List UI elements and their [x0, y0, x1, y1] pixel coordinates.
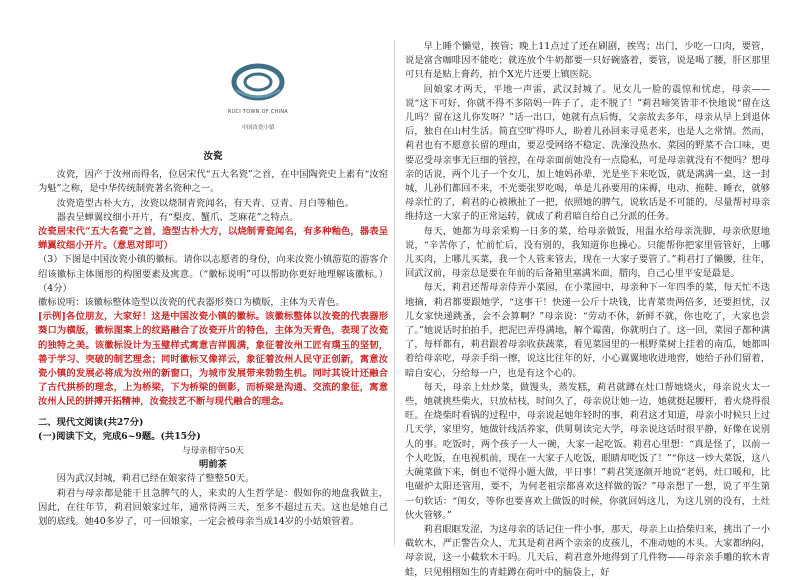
question-3: （3）下图是中国汝瓷小镇的徽标。请你以志愿者的身份，向来汝瓷小镇游览的游客介绍该徽标主体图形的构图要素及寓意。（“徽标说明”可以帮助你更好地理解该徽标。）（4分） [38, 254, 388, 294]
left-column [38, 40, 388, 529]
ruci-town-logo [198, 60, 318, 142]
ru-paragraph-1: 汝瓷，因产于汝州而得名，位居宋代“五大名瓷”之首，在中国陶瓷史上素有“汝窑为魁”之称，是中华传统制瓷著名瓷种之一。 [38, 169, 388, 195]
article-subtitle: 与母亲相守50天 [182, 446, 244, 457]
article-paragraph-4: 回娘家才两天，平地一声雷，武汉封城了。见女儿一脸的震惊和忧虑，母亲——说“这下可好，你就不得不多陪妈一阵子了，走不脱了！”莉君啼笑皆非不快地说“留在这儿吗？留在这儿你发呀？”话一出口，她就有点后悔，父亲故去多年，母亲从早上到退休后，独自在山村生活。简直空旷得吓人，盼着儿孙回来寻觅老来，也是人之常情。然而，莉君也有不愿意长留的理由，要忍受网络不稳定、洗澡没热水、菜园的野菜不合口味，更要忍受母亲事无巨细的管控，在母亲面前她没有一点隐私，可是母亲就没有不便吗？想母亲的话说，两个儿子一个女儿，加上她妈孙辈，光是坐下来吃饭，就是满满一桌，这一封城，儿孙们都回不来，不光要张罗吃喝，单是儿孙要用的床褥，电动、拖鞋、睡衣，就够母亲忙的了，莉君的心被揪扯了一把，依照她的脾气，说软话是不可能的，尽量帮衬母亲维持这一大家子的正常运转，就成了莉君暗自给自己分派的任务。 [405, 83, 770, 223]
article-paragraph-6: 每天，莉君还帮母亲侍弄小菜园，在小菜园中，母亲种下一年四季的菜，每天忙不迭地摘，莉君都要跟她学，“这事干！快递一公斤十块钱，比青菜贵两倍多，还要担忧，汉儿女家快递跳蚤，会不会算啊？”母亲说：“劳动不休，新鲜不就，你也吃了，大家也尝了。”她说话时拍拍手，把泥巴弄得满地，解个霉菌，你就明白了。这一回，菜园子都种满了，每样都有，莉君跟着母亲收获蔬菜，看见菜园里的一根野菜树上挂着的南瓜，她都叫着给母亲吃，母亲手绢一擦，说这比往年的好，小心翼翼地收进地窖，她给子孙们留着，暗自安心，分给每一户，也是有这个心的。 [405, 282, 770, 379]
ru-paragraph-4: 器表呈蝉翼纹细小开片，有“梨皮、蟹爪、芝麻花”之特点。 [56, 211, 299, 223]
logo-description: 徽标说明：该徽标整体造型以汝瓷的代表器形葵口为横版，主体为天青色。 [38, 297, 345, 309]
logo-english-text: RUCI TOWN OF CHINA [227, 110, 289, 115]
article-paragraph-5: 每天，她都为母亲采购一日多的菜，给母亲做饭，用温水给母亲洗脚，母亲欣慰地说，“辛苦你了，忙前忙后，没有别的，我知道你也操心。只能帮你把家里管管好，上哪儿买肉，上哪儿买菜，我一个人管来管去，现在一大家子要管了。”莉君打了懒腰，往年，回武汉前，母亲总是要在年前的后备箱里塞满米面，腊肉，自己心里平安是最是。 [405, 225, 770, 280]
ru-paragraph-3: 汝瓷造型古朴大方，汝瓷以烧制青瓷闻名，有天青、豆青、月白等釉色。 [56, 197, 355, 209]
ruci-logo-icon [230, 60, 286, 104]
article-paragraph-3: 早上睡个懒觉，挨管；晚上11点过了还在刷剧，挨骂；出门，少吃一口肉，要管，说是富含咖啡因不能吃；就连放个牛奶都要一只好碗盛着，要管，说是喝了腰，肝区那里可只有是贴上膏药，拍个X光片还要上镇医院。 [405, 41, 770, 81]
section-2-heading: 二、现代文阅读(共27分) [38, 416, 144, 428]
answer-text: 汝瓷居宋代“五大名瓷”之首，造型古朴大方，以烧制青瓷闻名，有多种釉色，器表呈蝉翼纹细小开片。（意思对即可） [38, 226, 388, 252]
example-answer: [示例]各位朋友，大家好！这是中国汝瓷小镇的徽标。该徽标整体以汝瓷的代表器形葵口为横版，徽标图案上的纹路融合了汝瓷开片的特色，主体为天青色，表现了汝瓷的独特之美。该徽标设计为玉璧样式寓意吉祥圆满，象征着汝州工匠有璞玉的坚韧，善于学习、突破的制艺理念；同时徽标又像祥云，象征着汝州人民守正创新，寓意汝瓷小镇的发展必将成为汝州的新窗口，为城市发展带来勃勃生机。同时其设计还融合了古代拱桥的理念，上为桥梁，下为桥梁的倒影，而桥梁是沟通、交流的象征，寓意汝州人民的拼搏开拓精神，汝瓷技艺不断与现代融合的理念。 [38, 311, 388, 408]
article-author: 明前茶 [199, 459, 227, 471]
right-column [405, 40, 770, 580]
article-paragraph-8: 莉君眼眶发涩，为这母亲的话记住一件小事，那天，母亲上山拾柴归来，挑出了一小截软木，严正警告众人，尤其是莉君两个亲亲的皮孩儿，不准动她的木头。大家都纳闷，母亲说，这一小截软木干吗。几天后，莉君意外地得到了几件物——母亲亲手雕的软木青蛙，只见栩栩如生的青蛙蹲在荷叶中的脑袋上，好 [405, 523, 770, 578]
part-1-heading: (一)阅读下文，完成6~9题。(共15分) [38, 430, 201, 442]
ru-porcelain-title: 汝瓷 [203, 151, 223, 162]
article-paragraph-1: 因为武汉封城，莉君已经在娘家待了整整50天。 [56, 473, 255, 485]
article-paragraph-2: 莉君与母亲都是能干且急脾气的人，来卖的人生哲学是：假如你的地盘我做主，因此，在往年节，莉君回娘家过年，通常待两三天，至多不超过五天。这也是她自己划的底线。她40多岁了，可一回娘家，一定会被母亲当成14岁的小姑娘管着。 [38, 487, 388, 528]
column-divider [394, 40, 395, 545]
article-paragraph-7: 每天，母亲上灶炒菜，做馒头，蒸发糕，莉君就蹲在灶口帮她烧火，母亲说火太一些，她就挑些柴火，只放枯枝，时间久了，母亲说让她一边，她就挺起腰杆，着火烧得很旺。在烧柴时看锅的过程中，母亲说起她年轻时的事，莉君这才知道，母亲小时候只上过几天学，家里穷，她做针线活养家，供舅舅读完大学，母亲说这话时很平静，好像在说别人的事。吃饭时，两个孩子一人一碗，大家一起吃饭。莉君心里想：“真是怪了，以前一个人吃饭，在电视机前，现在一大家子人吃饭，眼睛却吃饭了！”“你这一炒大菜饭，这八大碗菜做下来，倒也不觉得小题大做，平日事！”莉君笑逐颜开地说“老妈，灶口暖和，比电磁炉太阳还管用，要不，为何老祖宗都喜欢这样做的饭？”母亲想了一想，说了平生第一句软话：“闺女，等你也要喜欢上做饭的时候，你就回妈这儿，为这儿别的没有，土灶伙火管够。” [405, 381, 770, 521]
logo-chinese-text: 中国汝瓷小镇 [241, 125, 275, 132]
